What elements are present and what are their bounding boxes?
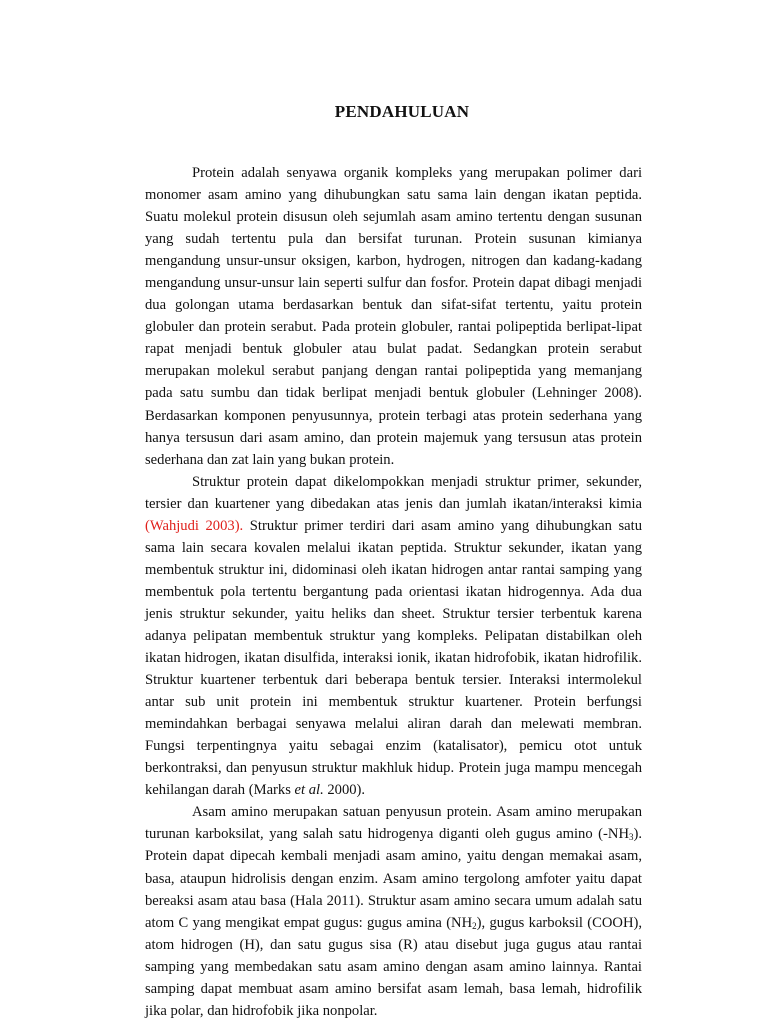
paragraph-text: ). Protein dapat dipecah kembali menjadi asam amino, yaitu dengan memakai asam, basa, ataupun hidrolisis dengan enzim. Asam amino tergolong amfoter yaitu dapat bereaksi asam atau basa (Hala 2011). Struktur asam amino secara umum adalah satu atom C yang mengikat empat gugus: gugus amina (NH [145,826,642,931]
paragraph [145,162,642,471]
paragraph-text: Protein adalah senyawa organik kompleks yang merupakan polimer dari monomer asam amino yang dihubungkan satu sama lain dengan ikatan peptida. Suatu molekul protein disusun oleh sejumlah asam amino tertentu dengan susunan yang sudah tertentu pula dan bersifat turunan. Protein susunan kimianya mengandung unsur-unsur oksigen, karbon, hydrogen, nitrogen dan kadang-kadang mengandung unsur-unsur lain seperti sulfur dan fosfor. Protein dapat dibagi menjadi dua golongan utama berdasarkan bentuk dan sifat-sifat tertentu, yaitu protein globuler dan protein serabut. Pada protein globuler, rantai polipeptida berlipat-lipat rapat menjadi bentuk globuler atau bulat padat. Sedangkan protein serabut merupakan molekul serabut panjang dengan rantai polipeptida yang memanjang pada satu sumbu dan tidak berlipat menjadi bentuk globuler (Lehninger 2008). Berdasarkan komponen penyusunnya, protein terbagi atas protein sederhana yang hanya tersusun dari asam amino, dan protein majemuk yang tersusun atas protein sederhana dan zat lain yang bukan protein. [145,165,642,468]
citation-wahjudi: (Wahjudi 2003). [145,517,244,534]
subscript-3: 3 [628,832,634,843]
paragraph-text: Struktur protein dapat dikelompokkan menjadi struktur primer, sekunder, tersier dan kuartener yang dibedakan atas jenis dan jumlah ikatan/interaksi kimia [145,473,642,512]
paragraph-text: Asam amino merupakan satuan penyusun protein. Asam amino merupakan turunan karboksilat, yang salah satu hidrogenya diganti oleh gugus amino (-NH [145,804,642,843]
paragraph-text: ), gugus karboksil (COOH), atom hidrogen (H), dan satu gugus sisa (R) atau disebut juga gugus atau rantai samping yang membedakan satu asam amino dengan asam amino lainnya. Rantai samping dapat membuat asam amino bersifat asam lemah, basa lemah, hidrofilik jika polar, dan hidrofobik jika nonpolar. [145,914,642,1019]
document-title: PENDAHULUAN [334,102,470,121]
paragraph [145,801,642,1021]
paragraph [145,471,642,802]
paragraph-text: Struktur primer terdiri dari asam amino yang dihubungkan satu sama lain secara kovalen melalui ikatan peptida. Struktur sekunder, ikatan yang membentuk struktur ini, didominasi oleh ikatan hidrogen antar rantai samping yang membentuk pola tertentu bergantung pada orientasi ikatan hidrogennya. Ada dua jenis struktur sekunder, yaitu heliks dan sheet. Struktur tersier terbentuk karena adanya pelipatan membentuk struktur yang kompleks. Pelipatan distabilkan oleh ikatan hidrogen, ikatan disulfida, interaksi ionik, ikatan hidrofobik, ikatan hidrofilik. Struktur kuartener terbentuk dari beberapa bentuk tersier. Interaksi intermolekul antar sub unit protein ini membentuk struktur kuartener. Protein berfungsi memindahkan berbagai senyawa melalui aliran darah dan melewati membran. Fungsi terpentingnya yaitu sebagai enzim (katalisator), pemicu otot untuk berkontraksi, dan penyusun struktur makhluk hidup. Protein juga mampu mencegah kehilangan darah (Marks [145,517,642,799]
document-body [145,162,642,1022]
subscript-2: 2 [472,920,477,931]
italic-et-al: et al. [294,782,324,799]
paragraph-text: 2000). [323,782,366,799]
